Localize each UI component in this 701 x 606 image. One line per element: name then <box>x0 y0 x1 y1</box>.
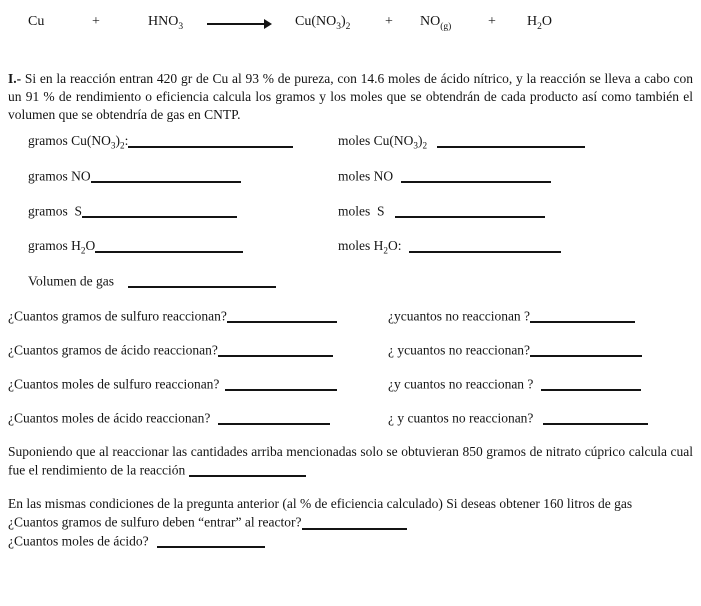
question-text: ¿Cuantos gramos de sulfuro reaccionan? <box>8 308 227 324</box>
formula-part: NO <box>420 14 441 29</box>
result-cell <box>28 167 338 202</box>
chemical-equation <box>8 12 693 38</box>
field-label-gramos-cuno32 <box>28 133 129 152</box>
formula-subscript: 3 <box>178 21 184 32</box>
formula-subscript: 2 <box>537 21 542 32</box>
formula-part: HNO <box>148 14 179 29</box>
formula-part: ) <box>417 133 423 149</box>
blank-line <box>218 344 333 357</box>
formula-subscript: 3 <box>336 21 341 32</box>
blank-line <box>95 240 243 253</box>
field-label-gramos-no: gramos NO <box>28 168 91 184</box>
blank-line <box>218 412 330 425</box>
blank-line <box>82 205 237 218</box>
blank-line <box>530 344 642 357</box>
formula-part: ) <box>341 14 346 29</box>
result-cell <box>28 132 338 167</box>
formula-part: O <box>85 238 96 254</box>
result-row <box>28 272 693 307</box>
formula-subscript: 3 <box>413 141 418 152</box>
problem-number: I.- <box>8 71 22 86</box>
question-text: ¿ycuantos no reaccionan ? <box>388 308 531 324</box>
formula-part: O: <box>387 238 402 254</box>
formula-subscript: 2 <box>422 141 428 152</box>
question-cell <box>8 409 388 443</box>
equation-product-cuno32 <box>295 14 350 32</box>
questions-section <box>8 307 693 443</box>
blank-line <box>91 170 241 183</box>
field-label-moles-s: moles S <box>338 203 385 219</box>
result-row <box>28 237 693 272</box>
formula-part: moles H <box>338 238 384 254</box>
result-cell <box>338 272 693 307</box>
question-cell <box>8 375 388 409</box>
question-cell <box>388 341 693 375</box>
result-cell <box>338 167 693 202</box>
blank-line <box>227 310 337 323</box>
question-cell <box>8 341 388 375</box>
question-text: ¿Cuantos gramos de ácido reaccionan? <box>8 342 218 358</box>
field-label-gramos-s: gramos S <box>28 203 82 219</box>
question-text: ¿Cuantos moles de ácido reaccionan? <box>8 410 211 426</box>
question-text: ¿Cuantos moles de ácido? <box>8 533 149 549</box>
formula-part: gramos Cu(NO <box>28 133 111 149</box>
formula-part: Cu(NO <box>295 14 337 29</box>
formula-subscript: 2 <box>345 21 351 32</box>
question-text: ¿Cuantos gramos de sulfuro deben “entrar” al reactor? <box>8 514 302 530</box>
equation-reactant-cu: Cu <box>28 14 45 29</box>
result-row <box>28 132 693 167</box>
blank-line <box>157 535 265 548</box>
result-cell <box>338 237 693 272</box>
conditions-paragraph <box>8 495 693 513</box>
blank-line <box>437 135 585 148</box>
result-row <box>28 202 693 237</box>
equation-product-no-gas <box>420 14 451 32</box>
question-text: ¿Cuantos moles de sulfuro reaccionan? <box>8 376 220 392</box>
formula-part: ) <box>115 133 120 149</box>
result-cell <box>338 202 693 237</box>
reaction-arrow-icon <box>207 23 265 25</box>
result-cell <box>28 272 338 307</box>
question-row <box>8 307 693 341</box>
question-cell <box>8 307 388 341</box>
formula-part: H <box>527 14 538 29</box>
paragraph-text: En las mismas condiciones de la pregunta anterior (al % de eficiencia calculado) Si deseas obtener 160 litros de gas <box>8 496 633 512</box>
blank-line <box>128 135 293 148</box>
result-row <box>28 167 693 202</box>
equation-plus-sign: + <box>385 14 393 29</box>
formula-part: : <box>124 133 129 149</box>
formula-part: O <box>541 14 553 29</box>
blank-line <box>543 412 648 425</box>
equation-plus-sign: + <box>488 14 496 29</box>
field-label-moles-cuno32 <box>338 133 428 152</box>
question-row <box>8 341 693 375</box>
blank-line <box>401 170 551 183</box>
formula-part: moles Cu(NO <box>338 133 414 149</box>
formula-subscript: 2 <box>119 141 125 152</box>
blank-line <box>530 310 635 323</box>
question-text: ¿y cuantos no reaccionan ? <box>388 376 534 392</box>
question-text: ¿ y cuantos no reaccionan? <box>388 410 534 426</box>
acid-moles-question-line <box>8 532 693 550</box>
question-text: ¿ ycuantos no reaccionan? <box>388 342 531 358</box>
field-label-gramos-h2o <box>28 238 96 257</box>
question-row <box>8 375 693 409</box>
equation-plus-sign: + <box>92 14 100 29</box>
blank-line <box>302 516 407 529</box>
blank-line <box>541 378 641 391</box>
equation-product-h2o <box>527 14 552 32</box>
formula-subscript: 3 <box>110 141 116 152</box>
formula-part: gramos H <box>28 238 81 254</box>
formula-subscript: 2 <box>383 246 388 257</box>
formula-subscript: 2 <box>80 246 86 257</box>
field-label-volumen-gas: Volumen de gas <box>28 273 114 289</box>
yield-paragraph <box>8 443 693 479</box>
blank-line <box>395 205 545 218</box>
paragraph-text: Suponiendo que al reaccionar las cantidades arriba mencionadas solo se obtuvieran 850 gramos de nitrato cúprico calcula cual fue el rendimiento de la reacción <box>8 444 693 478</box>
blank-line <box>189 464 306 477</box>
problem-statement <box>8 70 693 124</box>
equation-reactant-hno3 <box>148 14 183 32</box>
results-section <box>28 132 693 307</box>
blank-line <box>128 275 276 288</box>
problem-text: Si en la reacción entran 420 gr de Cu al 93 % de pureza, con 14.6 moles de ácido nítrico, y la reacción se lleva a cabo con un 91 % de rendimiento o eficiencia calcula los gramos y los moles que se obtendrán de cada producto así como también el volumen que se obtendría de gas en CNTP. <box>8 71 693 122</box>
question-row <box>8 409 693 443</box>
question-cell <box>388 409 693 443</box>
result-cell <box>28 202 338 237</box>
field-label-moles-h2o <box>338 238 402 257</box>
reactor-question-line <box>8 513 693 531</box>
blank-line <box>409 240 561 253</box>
question-cell <box>388 307 693 341</box>
result-cell <box>28 237 338 272</box>
question-cell <box>388 375 693 409</box>
field-label-moles-no: moles NO <box>338 168 394 184</box>
formula-subscript: (g) <box>440 21 452 32</box>
result-cell <box>338 132 693 167</box>
blank-line <box>225 378 337 391</box>
